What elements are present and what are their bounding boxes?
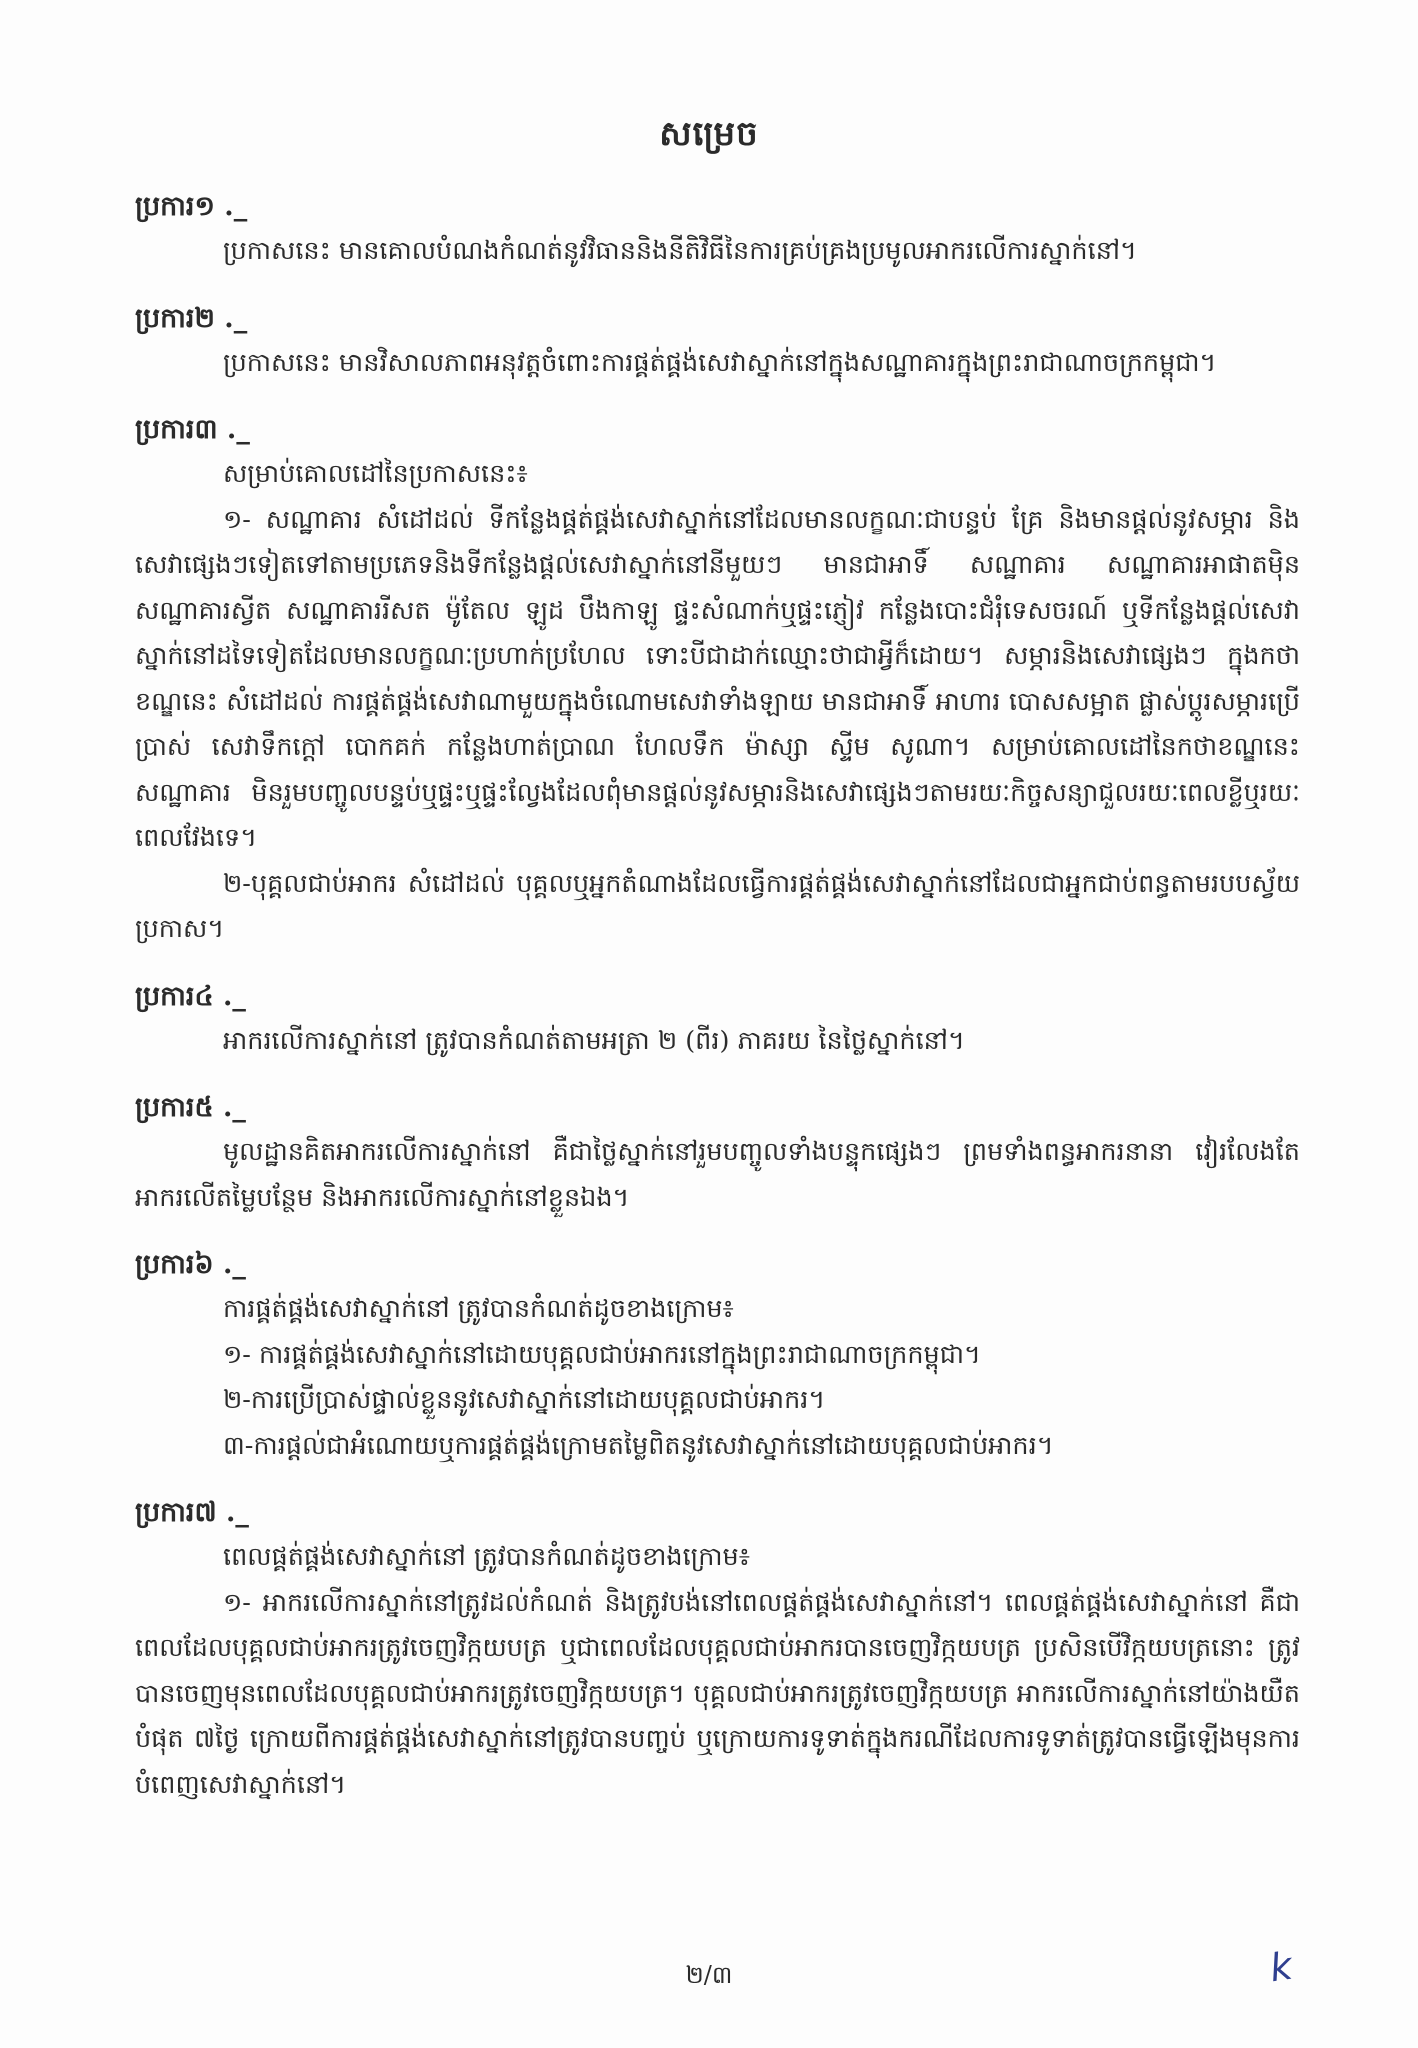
page-number: ២/៣ (685, 1961, 733, 1989)
article-5 (135, 1086, 1300, 1221)
list-item: ២-ការប្រើប្រាស់ផ្ទាល់ខ្លួននូវសេវាស្នាក់នៅដោយបុគ្គលជាប់អាករ។ (223, 1385, 826, 1415)
article-heading: ប្រការ៤ ._ (135, 980, 246, 1012)
article-paragraph: ប្រកាសនេះ មានវិសាលភាពអនុវត្តចំពោះការផ្គត់ផ្គង់សេវាស្នាក់នៅក្នុងសណ្ឋាគារក្នុងព្រះរាជាណាចក្រកម្ពុជា។ (223, 347, 1217, 378)
article-heading: ប្រការ២ ._ (135, 302, 248, 334)
handwritten-initial-mark: k (1267, 1943, 1295, 1991)
article-4 (135, 975, 1300, 1065)
list-item: ៣-ការផ្តល់ជាអំណោយឬការផ្គត់ផ្គង់ក្រោមតម្លៃពិតនូវសេវាស្នាក់នៅដោយបុគ្គលជាប់អាករ។ (223, 1430, 1054, 1461)
article-6 (135, 1243, 1300, 1469)
definition-hotel: ១- សណ្ឋាគារ សំដៅដល់ ទីកន្លែងផ្គត់ផ្គង់សេវាស្នាក់នៅដែលមានលក្ខណៈជាបន្ទប់ គ្រែ និងមានផ្តល់នូវសម្ភារ និងសេវាផ្សេងៗទៀតទៅតាមប្រភេទនិងទីកន្លែងផ្តល់សេវាស្នាក់នៅនីមួយៗ មានជាអាទិ៍ សណ្ឋាគារ សណ្ឋាគារអាផាតម៉ិន សណ្ឋាគារស្វីត សណ្ឋាគាររីសត ម៉ូតែល ឡូដ បឹងកាឡូ ផ្ទះសំណាក់ឬផ្ទះភ្ញៀវ កន្លែងបោះជំរុំទេសចរណ៍ ឬទីកន្លែងផ្តល់សេវាស្នាក់នៅដទៃទៀតដែលមានលក្ខណៈប្រហាក់ប្រហែល ទោះបីជាដាក់ឈ្មោះថាជាអ្វីក៏ដោយ។ សម្ភារនិងសេវាផ្សេងៗ ក្នុងកថាខណ្ឌនេះ សំដៅដល់ ការផ្គត់ផ្គង់សេវាណាមួយក្នុងចំណោមសេវាទាំងឡាយ មានជាអាទិ៍ អាហារ បោសសម្អាត ផ្លាស់ប្តូរសម្ភារប្រើប្រាស់ សេវាទឹកក្តៅ បោកគក់ កន្លែងហាត់ប្រាណ ហែលទឹក ម៉ាស្សា ស្ទីម សូណា។ សម្រាប់គោលដៅនៃកថាខណ្ឌនេះ សណ្ឋាគារ មិនរួមបញ្ចូលបន្ទប់ឬផ្ទះឬផ្ទះល្វែងដែលពុំមានផ្តល់នូវសម្ភារនិងសេវាផ្សេងៗតាមរយៈកិច្ចសន្យាជួលរយៈពេលខ្លីឬរយៈពេលវែងទេ។ (135, 504, 1300, 853)
article-heading: ប្រការ៣ ._ (135, 414, 250, 445)
article-7 (135, 1491, 1300, 1808)
article-paragraph: អាករលើការស្នាក់នៅ ត្រូវបានកំណត់តាមអត្រា ២ (ពីរ) ភាគរយ នៃថ្លៃស្នាក់នៅ។ (223, 1025, 965, 1056)
article-paragraph: ពេលផ្គត់ផ្គង់សេវាស្នាក់នៅ ត្រូវបានកំណត់ដូចខាងក្រោម៖ (223, 1542, 750, 1572)
list-item: ១- ការផ្គត់ផ្គង់សេវាស្នាក់នៅដោយបុគ្គលជាប់អាករនៅក្នុងព្រះរាជាណាចក្រកម្ពុជា។ (223, 1339, 981, 1370)
article-2 (135, 297, 1300, 387)
article-heading: ប្រការ១ ._ (135, 191, 248, 222)
definition-taxpayer: ២-បុគ្គលជាប់អាករ សំដៅដល់ បុគ្គលឬអ្នកតំណាងដែលធ្វើការផ្គត់ផ្គង់សេវាស្នាក់នៅដែលជាអ្នកជាប់ពន្ធតាមរបបស្វ័យប្រកាស។ (135, 868, 1300, 944)
article-3 (135, 408, 1300, 953)
article-paragraph: ការផ្គត់ផ្គង់សេវាស្នាក់នៅ ត្រូវបានកំណត់ដូចខាងក្រោម៖ (223, 1294, 734, 1324)
article-heading: ប្រការ៧ ._ (135, 1497, 249, 1528)
article-1 (135, 185, 1300, 275)
article-paragraph: មូលដ្ឋានគិតអាករលើការស្នាក់នៅ គឺជាថ្លៃស្នាក់នៅរួមបញ្ចូលទាំងបន្ទុកផ្សេងៗ ព្រមទាំងពន្ធអាករនានា វៀរលែងតែអាករលើតម្លៃបន្ថែម និងអាករលើការស្នាក់នៅខ្លួនឯង។ (135, 1137, 1300, 1213)
list-item: ១- អាករលើការស្នាក់នៅត្រូវដល់កំណត់ និងត្រូវបង់នៅពេលផ្គត់ផ្គង់សេវាស្នាក់នៅ។ ពេលផ្គត់ផ្គង់សេវាស្នាក់នៅ គឺជាពេលដែលបុគ្គលជាប់អាករត្រូវចេញវិក្កយបត្រ ឬជាពេលដែលបុគ្គលជាប់អាករបានចេញវិក្កយបត្រ ប្រសិនបើវិក្កយបត្រនោះ ត្រូវបានចេញមុនពេលដែលបុគ្គលជាប់អាករត្រូវចេញវិក្កយបត្រ។ បុគ្គលជាប់អាករត្រូវចេញវិក្កយបត្រ អាករលើការស្នាក់នៅយ៉ាងយឺតបំផុត ៧ថ្ងៃ ក្រោយពីការផ្គត់ផ្គង់សេវាស្នាក់នៅត្រូវបានបញ្ចប់ ឬក្រោយការទូទាត់ក្នុងករណីដែលការទូទាត់ត្រូវបានធ្វើឡើងមុនការបំពេញសេវាស្នាក់នៅ។ (135, 1587, 1300, 1800)
article-paragraph: ប្រកាសនេះ មានគោលបំណងកំណត់នូវវិធាននិងនីតិវិធីនៃការគ្រប់គ្រងប្រមូលអាករលើការស្នាក់នៅ។ (223, 236, 1137, 266)
document-body (135, 185, 1300, 1808)
article-heading: ប្រការ៥ ._ (135, 1092, 246, 1123)
document-title: សម្រេច (659, 114, 759, 154)
article-heading: ប្រការ៦ ._ (135, 1249, 246, 1280)
article-paragraph: សម្រាប់គោលដៅនៃប្រកាសនេះ៖ (223, 459, 528, 489)
